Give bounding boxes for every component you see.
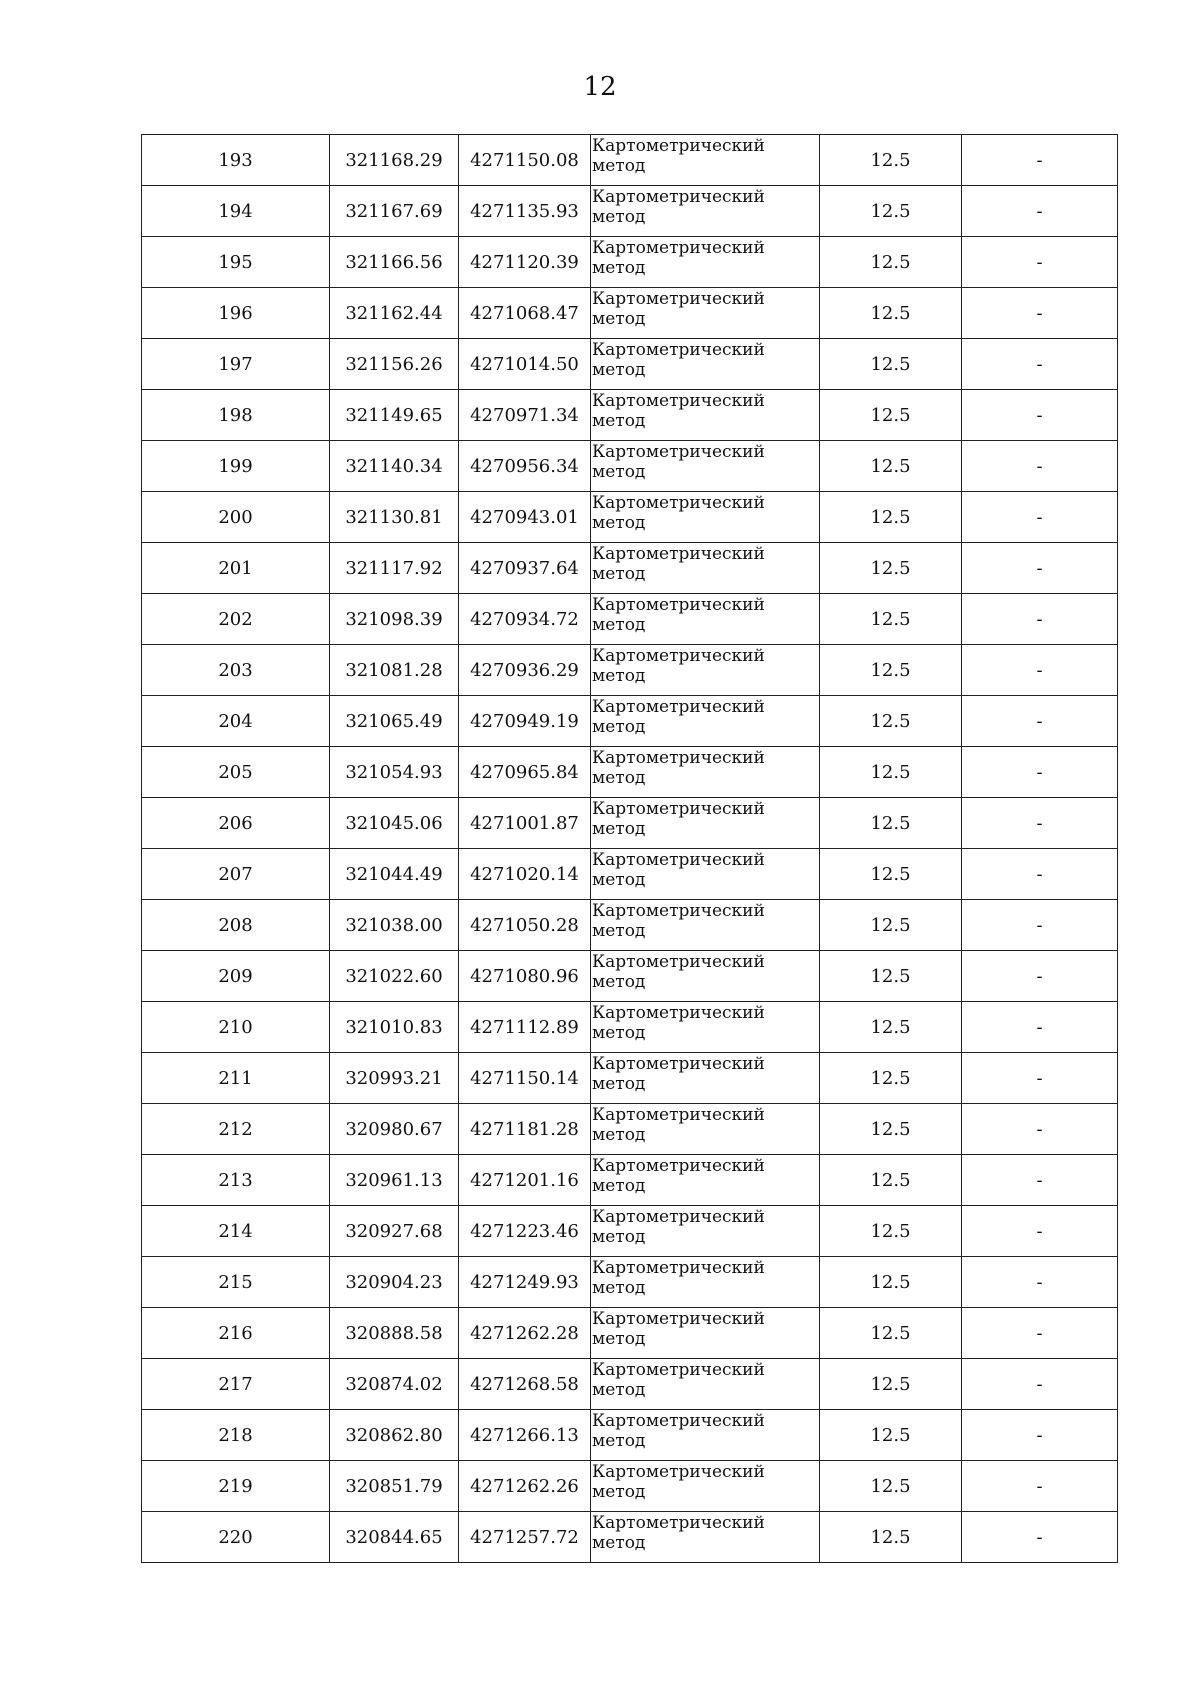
y-coordinate-cell: 4270956.34 <box>459 441 591 492</box>
point-number-cell: 217 <box>142 1359 330 1410</box>
note-cell: - <box>962 492 1118 543</box>
x-coordinate-cell: 321156.26 <box>330 339 459 390</box>
accuracy-cell: 12.5 <box>820 594 962 645</box>
method-cell: Картометрический метод <box>591 798 820 849</box>
y-coordinate-cell: 4271001.87 <box>459 798 591 849</box>
accuracy-cell: 12.5 <box>820 1359 962 1410</box>
x-coordinate-cell: 321166.56 <box>330 237 459 288</box>
point-number-cell: 214 <box>142 1206 330 1257</box>
table-row <box>142 1002 1118 1053</box>
point-number-cell: 218 <box>142 1410 330 1461</box>
table-row <box>142 747 1118 798</box>
point-number-cell: 206 <box>142 798 330 849</box>
accuracy-cell: 12.5 <box>820 696 962 747</box>
table-row <box>142 1206 1118 1257</box>
x-coordinate-cell: 320993.21 <box>330 1053 459 1104</box>
table-row <box>142 951 1118 1002</box>
y-coordinate-cell: 4271257.72 <box>459 1512 591 1563</box>
point-number-cell: 202 <box>142 594 330 645</box>
note-cell: - <box>962 798 1118 849</box>
table-row <box>142 645 1118 696</box>
y-coordinate-cell: 4271080.96 <box>459 951 591 1002</box>
method-cell: Картометрический метод <box>591 339 820 390</box>
y-coordinate-cell: 4271262.28 <box>459 1308 591 1359</box>
accuracy-cell: 12.5 <box>820 1308 962 1359</box>
x-coordinate-cell: 321065.49 <box>330 696 459 747</box>
accuracy-cell: 12.5 <box>820 798 962 849</box>
y-coordinate-cell: 4271223.46 <box>459 1206 591 1257</box>
y-coordinate-cell: 4271268.58 <box>459 1359 591 1410</box>
x-coordinate-cell: 320927.68 <box>330 1206 459 1257</box>
table-row <box>142 543 1118 594</box>
y-coordinate-cell: 4271262.26 <box>459 1461 591 1512</box>
table-body <box>142 135 1118 1563</box>
point-number-cell: 203 <box>142 645 330 696</box>
x-coordinate-cell: 320961.13 <box>330 1155 459 1206</box>
method-cell: Картометрический метод <box>591 390 820 441</box>
x-coordinate-cell: 321022.60 <box>330 951 459 1002</box>
accuracy-cell: 12.5 <box>820 1410 962 1461</box>
note-cell: - <box>962 543 1118 594</box>
method-cell: Картометрический метод <box>591 1410 820 1461</box>
accuracy-cell: 12.5 <box>820 1512 962 1563</box>
accuracy-cell: 12.5 <box>820 441 962 492</box>
point-number-cell: 198 <box>142 390 330 441</box>
x-coordinate-cell: 321167.69 <box>330 186 459 237</box>
x-coordinate-cell: 321117.92 <box>330 543 459 594</box>
note-cell: - <box>962 1155 1118 1206</box>
method-cell: Картометрический метод <box>591 1359 820 1410</box>
accuracy-cell: 12.5 <box>820 1053 962 1104</box>
x-coordinate-cell: 320874.02 <box>330 1359 459 1410</box>
point-number-cell: 205 <box>142 747 330 798</box>
accuracy-cell: 12.5 <box>820 1461 962 1512</box>
note-cell: - <box>962 1512 1118 1563</box>
note-cell: - <box>962 237 1118 288</box>
accuracy-cell: 12.5 <box>820 339 962 390</box>
table-row <box>142 339 1118 390</box>
x-coordinate-cell: 320844.65 <box>330 1512 459 1563</box>
note-cell: - <box>962 1257 1118 1308</box>
note-cell: - <box>962 288 1118 339</box>
method-cell: Картометрический метод <box>591 900 820 951</box>
x-coordinate-cell: 320862.80 <box>330 1410 459 1461</box>
method-cell: Картометрический метод <box>591 186 820 237</box>
x-coordinate-cell: 321162.44 <box>330 288 459 339</box>
point-number-cell: 220 <box>142 1512 330 1563</box>
method-cell: Картометрический метод <box>591 1512 820 1563</box>
point-number-cell: 208 <box>142 900 330 951</box>
point-number-cell: 209 <box>142 951 330 1002</box>
point-number-cell: 195 <box>142 237 330 288</box>
y-coordinate-cell: 4271135.93 <box>459 186 591 237</box>
x-coordinate-cell: 321044.49 <box>330 849 459 900</box>
y-coordinate-cell: 4270934.72 <box>459 594 591 645</box>
note-cell: - <box>962 900 1118 951</box>
table-row <box>142 288 1118 339</box>
method-cell: Картометрический метод <box>591 849 820 900</box>
method-cell: Картометрический метод <box>591 1104 820 1155</box>
table-row <box>142 900 1118 951</box>
table-row <box>142 186 1118 237</box>
x-coordinate-cell: 321149.65 <box>330 390 459 441</box>
accuracy-cell: 12.5 <box>820 849 962 900</box>
method-cell: Картометрический метод <box>591 951 820 1002</box>
y-coordinate-cell: 4271150.14 <box>459 1053 591 1104</box>
point-number-cell: 207 <box>142 849 330 900</box>
y-coordinate-cell: 4270943.01 <box>459 492 591 543</box>
x-coordinate-cell: 320851.79 <box>330 1461 459 1512</box>
y-coordinate-cell: 4270936.29 <box>459 645 591 696</box>
point-number-cell: 204 <box>142 696 330 747</box>
note-cell: - <box>962 849 1118 900</box>
accuracy-cell: 12.5 <box>820 237 962 288</box>
x-coordinate-cell: 321038.00 <box>330 900 459 951</box>
note-cell: - <box>962 1410 1118 1461</box>
y-coordinate-cell: 4271181.28 <box>459 1104 591 1155</box>
method-cell: Картометрический метод <box>591 1206 820 1257</box>
method-cell: Картометрический метод <box>591 1053 820 1104</box>
y-coordinate-cell: 4270965.84 <box>459 747 591 798</box>
method-cell: Картометрический метод <box>591 1002 820 1053</box>
x-coordinate-cell: 321140.34 <box>330 441 459 492</box>
method-cell: Картометрический метод <box>591 237 820 288</box>
point-number-cell: 193 <box>142 135 330 186</box>
note-cell: - <box>962 1308 1118 1359</box>
table-row <box>142 1104 1118 1155</box>
note-cell: - <box>962 1053 1118 1104</box>
accuracy-cell: 12.5 <box>820 135 962 186</box>
method-cell: Картометрический метод <box>591 135 820 186</box>
table-row <box>142 1359 1118 1410</box>
note-cell: - <box>962 1461 1118 1512</box>
point-number-cell: 196 <box>142 288 330 339</box>
method-cell: Картометрический метод <box>591 594 820 645</box>
note-cell: - <box>962 645 1118 696</box>
table-row <box>142 492 1118 543</box>
note-cell: - <box>962 1359 1118 1410</box>
y-coordinate-cell: 4270949.19 <box>459 696 591 747</box>
table-row <box>142 594 1118 645</box>
coordinates-table <box>141 134 1118 1563</box>
y-coordinate-cell: 4271068.47 <box>459 288 591 339</box>
x-coordinate-cell: 320980.67 <box>330 1104 459 1155</box>
accuracy-cell: 12.5 <box>820 645 962 696</box>
x-coordinate-cell: 321010.83 <box>330 1002 459 1053</box>
point-number-cell: 194 <box>142 186 330 237</box>
table-row <box>142 1257 1118 1308</box>
x-coordinate-cell: 321168.29 <box>330 135 459 186</box>
accuracy-cell: 12.5 <box>820 1257 962 1308</box>
y-coordinate-cell: 4271249.93 <box>459 1257 591 1308</box>
note-cell: - <box>962 951 1118 1002</box>
method-cell: Картометрический метод <box>591 1257 820 1308</box>
y-coordinate-cell: 4271112.89 <box>459 1002 591 1053</box>
table-row <box>142 696 1118 747</box>
x-coordinate-cell: 321130.81 <box>330 492 459 543</box>
y-coordinate-cell: 4271050.28 <box>459 900 591 951</box>
method-cell: Картометрический метод <box>591 747 820 798</box>
point-number-cell: 210 <box>142 1002 330 1053</box>
y-coordinate-cell: 4271150.08 <box>459 135 591 186</box>
note-cell: - <box>962 594 1118 645</box>
y-coordinate-cell: 4270971.34 <box>459 390 591 441</box>
method-cell: Картометрический метод <box>591 492 820 543</box>
accuracy-cell: 12.5 <box>820 1104 962 1155</box>
x-coordinate-cell: 321054.93 <box>330 747 459 798</box>
accuracy-cell: 12.5 <box>820 543 962 594</box>
note-cell: - <box>962 390 1118 441</box>
x-coordinate-cell: 320904.23 <box>330 1257 459 1308</box>
point-number-cell: 201 <box>142 543 330 594</box>
accuracy-cell: 12.5 <box>820 390 962 441</box>
accuracy-cell: 12.5 <box>820 1002 962 1053</box>
note-cell: - <box>962 747 1118 798</box>
accuracy-cell: 12.5 <box>820 492 962 543</box>
method-cell: Картометрический метод <box>591 1461 820 1512</box>
method-cell: Картометрический метод <box>591 288 820 339</box>
table-row <box>142 390 1118 441</box>
point-number-cell: 215 <box>142 1257 330 1308</box>
method-cell: Картометрический метод <box>591 1308 820 1359</box>
accuracy-cell: 12.5 <box>820 1155 962 1206</box>
table-row <box>142 441 1118 492</box>
method-cell: Картометрический метод <box>591 441 820 492</box>
x-coordinate-cell: 321081.28 <box>330 645 459 696</box>
y-coordinate-cell: 4270937.64 <box>459 543 591 594</box>
note-cell: - <box>962 339 1118 390</box>
x-coordinate-cell: 321098.39 <box>330 594 459 645</box>
table-row <box>142 1461 1118 1512</box>
table-row <box>142 1410 1118 1461</box>
page-number: 12 <box>583 72 617 102</box>
table-row <box>142 135 1118 186</box>
note-cell: - <box>962 1206 1118 1257</box>
method-cell: Картометрический метод <box>591 1155 820 1206</box>
note-cell: - <box>962 186 1118 237</box>
point-number-cell: 197 <box>142 339 330 390</box>
y-coordinate-cell: 4271120.39 <box>459 237 591 288</box>
x-coordinate-cell: 320888.58 <box>330 1308 459 1359</box>
accuracy-cell: 12.5 <box>820 1206 962 1257</box>
y-coordinate-cell: 4271266.13 <box>459 1410 591 1461</box>
y-coordinate-cell: 4271020.14 <box>459 849 591 900</box>
note-cell: - <box>962 1002 1118 1053</box>
point-number-cell: 200 <box>142 492 330 543</box>
accuracy-cell: 12.5 <box>820 747 962 798</box>
y-coordinate-cell: 4271014.50 <box>459 339 591 390</box>
point-number-cell: 212 <box>142 1104 330 1155</box>
x-coordinate-cell: 321045.06 <box>330 798 459 849</box>
accuracy-cell: 12.5 <box>820 186 962 237</box>
table-row <box>142 798 1118 849</box>
accuracy-cell: 12.5 <box>820 288 962 339</box>
table-row <box>142 237 1118 288</box>
accuracy-cell: 12.5 <box>820 900 962 951</box>
point-number-cell: 219 <box>142 1461 330 1512</box>
method-cell: Картометрический метод <box>591 543 820 594</box>
point-number-cell: 216 <box>142 1308 330 1359</box>
note-cell: - <box>962 1104 1118 1155</box>
note-cell: - <box>962 135 1118 186</box>
table-row <box>142 1155 1118 1206</box>
note-cell: - <box>962 441 1118 492</box>
table-row <box>142 1308 1118 1359</box>
accuracy-cell: 12.5 <box>820 951 962 1002</box>
table-row <box>142 1053 1118 1104</box>
point-number-cell: 211 <box>142 1053 330 1104</box>
table-row <box>142 1512 1118 1563</box>
note-cell: - <box>962 696 1118 747</box>
method-cell: Картометрический метод <box>591 645 820 696</box>
point-number-cell: 199 <box>142 441 330 492</box>
table-row <box>142 849 1118 900</box>
method-cell: Картометрический метод <box>591 696 820 747</box>
y-coordinate-cell: 4271201.16 <box>459 1155 591 1206</box>
point-number-cell: 213 <box>142 1155 330 1206</box>
